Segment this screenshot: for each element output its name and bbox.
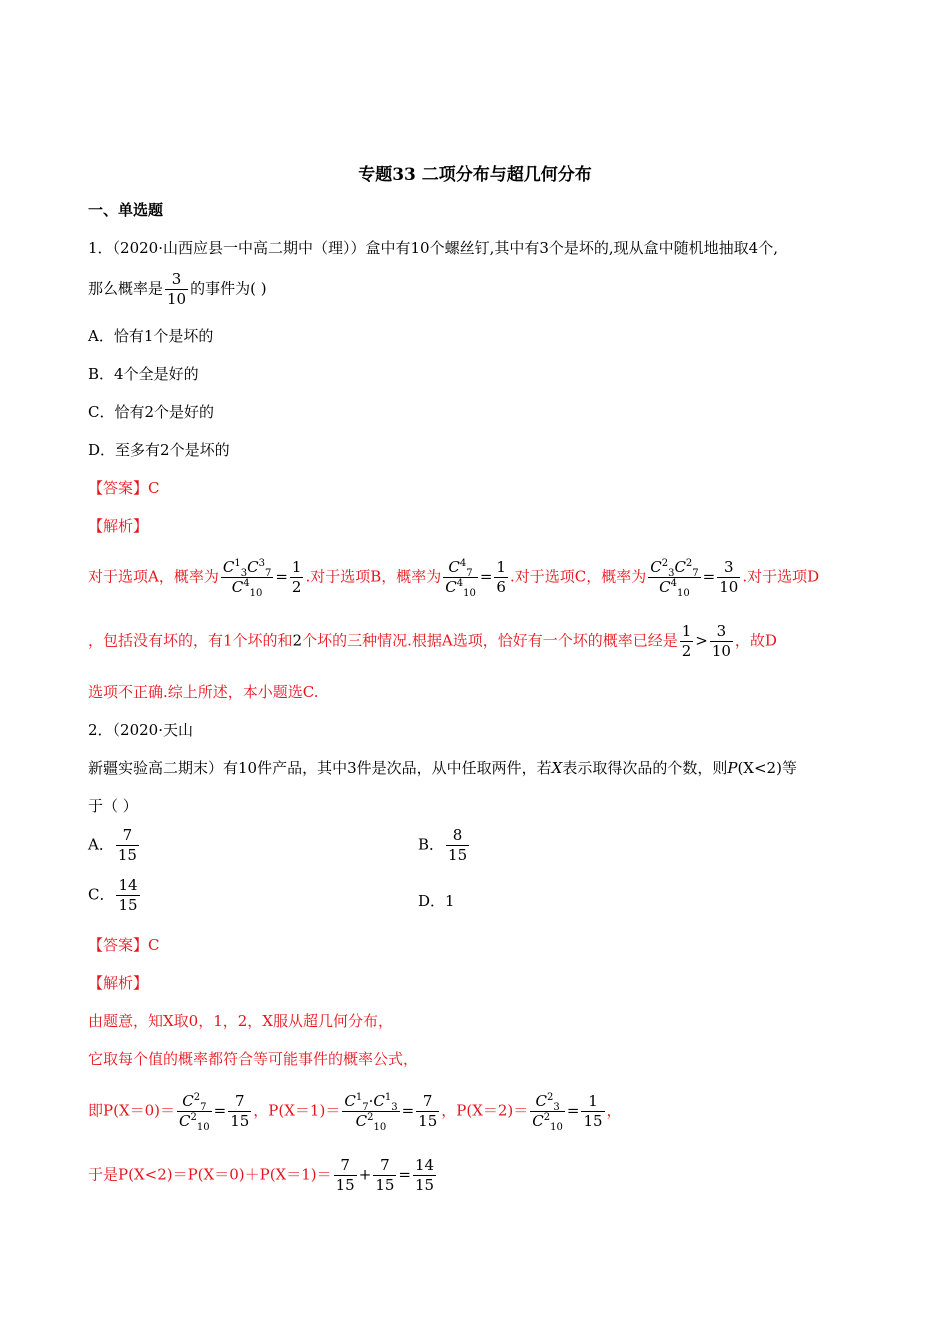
q1-half-fraction: $\frac{1}{2}$ (681, 622, 692, 660)
q2-analysis-sum: 于是P(X<2)＝P(X＝0)＋P(X＝1)＝ $\frac{7}{15}$ + $\frac{7}{15}$ = $\frac{14}{15}$ (88, 1156, 435, 1194)
q2-analysis-line1: 由题意，知X取0，1，2，X服从超几何分布， (88, 1012, 393, 1030)
q1-stem-line1: 1．（2020·山西应县一中高二期中（理））盒中有10个螺丝钉,其中有3个是坏的,现从盒中随机地抽取4个, (88, 239, 778, 257)
q2-stem-line1: 2．（2020·天山 (88, 721, 193, 739)
q2-analysis-probabilities: 即P(X＝0)＝ $\frac{C^2_7}{C^2_{10}}$ = $\frac{7}{15}$ ，P(X＝1)＝ $\frac{C^1_7\cdot C^1_3}{C^2_{10}}$ = $\frac{7}{15}$ ，P(X＝2)＝ $\frac{C^2_3}{C^2_{10}}$ = $\frac{1}{15}$ ， (88, 1092, 622, 1133)
q2-option-b-fraction: $\frac{8}{15}$ (448, 826, 468, 864)
q2-option-a-fraction: $\frac{7}{15}$ (117, 826, 137, 864)
q1-analysis-line3: 选项不正确.综上所述，本小题选C. (88, 683, 319, 701)
q2-result-p0: $\frac{7}{15}$ (230, 1092, 250, 1130)
q1-option-a: A．恰有1个是坏的 (88, 327, 214, 345)
q2-formula-p2: $\frac{C^2_3}{C^2_{10}}$ (532, 1092, 563, 1133)
q2-answer: 【答案】C (88, 936, 160, 954)
q2-option-d: D．1 (418, 892, 455, 910)
q1-stem-text: 那么概率是 (88, 279, 164, 298)
q2-formula-p0: $\frac{C^2_7}{C^2_{10}}$ (179, 1092, 210, 1133)
q1-formula-b: $\frac{C^4_7}{C^4_{10}}$ (445, 558, 476, 599)
q2-analysis-line2: 它取每个值的概率都符合等可能事件的概率公式， (88, 1050, 419, 1068)
q2-sum-b: $\frac{7}{15}$ (375, 1156, 395, 1194)
q1-analysis-label: 【解析】 (88, 517, 149, 535)
q1-analysis-line1: 对于选项A，概率为 $\frac{C^1_3C^3_7}{C^4_{10}}$ = $\frac{1}{2}$ .对于选项B，概率为 $\frac{C^4_7}{C^4_{10}}$ = $\frac{1}{6}$ .对于选项C，概率为 $\frac{C^2_3C^2_7}{C^4_{10}}$ = $\frac{3}{10}$ .对于选项D (88, 558, 820, 599)
q1-result-b: $\frac{1}{6}$ (496, 558, 506, 596)
q2-result-p1: $\frac{7}{15}$ (418, 1092, 438, 1130)
q2-option-a: A． $\frac{7}{15}$ (88, 826, 137, 864)
q2-option-c-fraction: $\frac{14}{15}$ (118, 876, 138, 914)
section-heading: 一、单选题 (88, 201, 164, 219)
q1-formula-a: $\frac{C^1_3C^3_7}{C^4_{10}}$ (222, 558, 272, 599)
q2-sum-result: $\frac{14}{15}$ (414, 1156, 435, 1194)
q2-formula-p1: $\frac{C^1_7\cdot C^1_3}{C^2_{10}}$ (344, 1092, 398, 1133)
q2-sum-a: $\frac{7}{15}$ (335, 1156, 355, 1194)
q1-option-c: C．恰有2个是好的 (88, 403, 215, 421)
q1-result-c: $\frac{3}{10}$ (719, 558, 739, 596)
q1-fraction: $\frac{3}{10}$ (167, 270, 187, 308)
q1-stem-tail: 的事件为( ) (190, 279, 267, 298)
q2-option-b: B． $\frac{8}{15}$ (418, 826, 468, 864)
q1-stem-line2 (88, 272, 267, 307)
q2-result-p2: $\frac{1}{15}$ (583, 1092, 603, 1130)
q1-three-tenths: $\frac{3}{10}$ (711, 622, 731, 660)
q1-answer: 【答案】C (88, 479, 160, 497)
q2-option-c: C． $\frac{14}{15}$ (88, 876, 138, 914)
q1-result-a: $\frac{1}{2}$ (291, 558, 302, 596)
q1-analysis-line2: ，包括没有坏的，有1个坏的和2个坏的三种情况.根据A选项，恰好有一个坏的概率已经是 $\frac{1}{2}$ > $\frac{3}{10}$ ，故D (88, 622, 777, 660)
q2-stem-line2: 新疆实验高二期末）有10件产品，其中3件是次品，从中任取两件，若X表示取得次品的个数，则P(X<2)等 (88, 759, 797, 777)
q1-option-d: D．至多有2个是坏的 (88, 441, 230, 459)
q2-analysis-label: 【解析】 (88, 974, 149, 992)
q1-option-b: B．4个全是好的 (88, 365, 199, 383)
q2-stem-line3: 于（ ） (88, 797, 138, 815)
page-title: 专题33 二项分布与超几何分布 (358, 165, 592, 185)
q1-formula-c: $\frac{C^2_3C^2_7}{C^4_{10}}$ (650, 558, 699, 599)
